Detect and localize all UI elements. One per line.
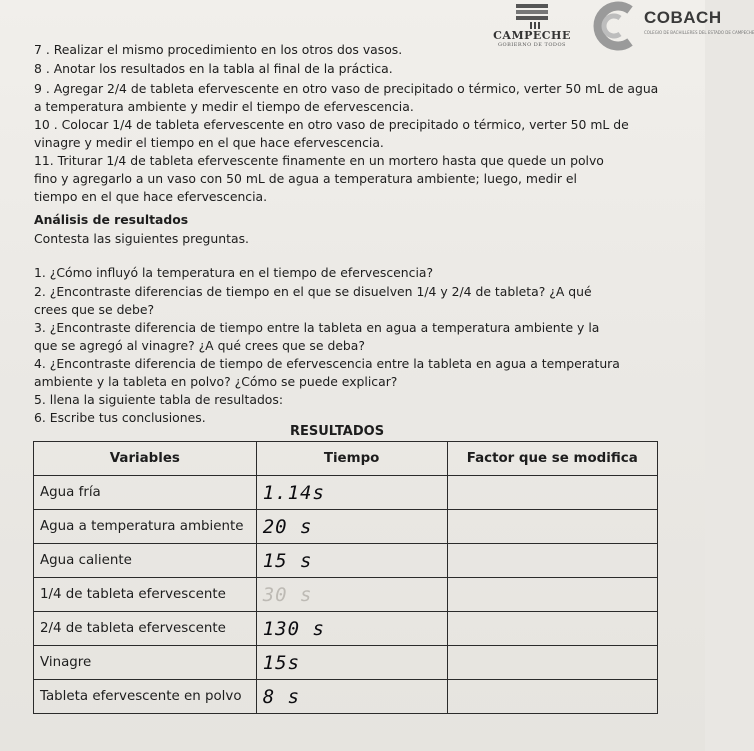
column-header-factor: Factor que se modifica — [447, 442, 658, 476]
column-header-variables: Variables — [34, 442, 257, 476]
step-line: 10 . Colocar 1/4 de tableta efervescente en otro vaso de precipitado o térmico, verter 50 mL de — [34, 117, 629, 132]
step-line: 9 . Agregar 2/4 de tableta efervescente en otro vaso de precipitado o térmico, verter 50 mL de agua — [34, 81, 659, 96]
analysis-instruction: Contesta las siguientes preguntas. — [34, 231, 249, 246]
table-row — [34, 578, 658, 612]
step-line: a temperatura ambiente y medir el tiempo de efervescencia. — [34, 99, 414, 114]
variable-cell: Agua fría — [34, 476, 257, 510]
question-line: 6. Escribe tus conclusiones. — [34, 410, 206, 425]
column-header-time: Tiempo — [256, 442, 447, 476]
table-row — [34, 476, 658, 510]
time-cell: 1.14s — [256, 476, 447, 510]
table-row — [34, 544, 658, 578]
factor-cell — [447, 680, 658, 714]
time-cell: 130 s — [256, 612, 447, 646]
question-line: 2. ¿Encontraste diferencias de tiempo en el que se disuelven 1/4 y 2/4 de tableta? ¿A qué — [34, 284, 592, 299]
step-line: 8 . Anotar los resultados en la tabla al final de la práctica. — [34, 61, 393, 76]
campeche-name: CAMPECHE — [493, 29, 571, 42]
variable-cell: Tableta efervescente en polvo — [34, 680, 257, 714]
factor-cell — [447, 510, 658, 544]
step-line: vinagre y medir el tiempo en el que hace efervescencia. — [34, 135, 384, 150]
variable-cell: 2/4 de tableta efervescente — [34, 612, 257, 646]
cobach-name: COBACH — [644, 8, 722, 27]
analysis-heading: Análisis de resultados — [34, 212, 189, 227]
question-line: crees que se debe? — [34, 302, 155, 317]
time-cell: 20 s — [256, 510, 447, 544]
factor-cell — [447, 646, 658, 680]
step-line: 11. Triturar 1/4 de tableta efervescente finamente en un mortero hasta que quede un polvo — [34, 153, 604, 168]
campeche-emblem-icon — [512, 2, 552, 30]
question-line: 5. llena la siguiente tabla de resultados: — [34, 392, 284, 407]
factor-cell — [447, 578, 658, 612]
table-row — [34, 612, 658, 646]
table-row — [34, 510, 658, 544]
question-line: ambiente y la tableta en polvo? ¿Cómo se puede explicar? — [34, 374, 398, 389]
variable-cell: Vinagre — [34, 646, 257, 680]
time-cell: 15s — [256, 646, 447, 680]
factor-cell — [447, 544, 658, 578]
cobach-subtitle: COLEGIO DE BACHILLERES DEL ESTADO DE CAMPECHE — [644, 30, 754, 35]
campeche-subtitle: GOBIERNO DE TODOS — [498, 42, 566, 48]
question-line: 4. ¿Encontraste diferencia de tiempo de efervescencia entre la tableta en agua a temperatura — [34, 356, 620, 371]
time-cell: 30 s — [256, 578, 447, 612]
time-cell: 15 s — [256, 544, 447, 578]
step-line: fino y agregarlo a un vaso con 50 mL de agua a temperatura ambiente; luego, medir el — [34, 171, 577, 186]
table-row — [34, 680, 658, 714]
step-line: 7 . Realizar el mismo procedimiento en los otros dos vasos. — [34, 42, 403, 57]
question-line: que se agregó al vinagre? ¿A qué crees que se deba? — [34, 338, 365, 353]
campeche-logo — [492, 2, 572, 48]
table-row — [34, 646, 658, 680]
results-title: RESULTADOS — [290, 424, 385, 439]
time-cell: 8 s — [256, 680, 447, 714]
variable-cell: Agua caliente — [34, 544, 257, 578]
question-line: 3. ¿Encontraste diferencia de tiempo entre la tableta en agua a temperatura ambiente y la — [34, 320, 600, 335]
question-line: 1. ¿Cómo influyó la temperatura en el tiempo de efervescencia? — [34, 265, 434, 280]
cobach-logo — [590, 4, 754, 52]
step-line: tiempo en el que hace efervescencia. — [34, 189, 268, 204]
factor-cell — [447, 476, 658, 510]
cobach-emblem-icon — [590, 4, 640, 48]
factor-cell — [447, 612, 658, 646]
variable-cell: Agua a temperatura ambiente — [34, 510, 257, 544]
results-table — [33, 441, 658, 714]
variable-cell: 1/4 de tableta efervescente — [34, 578, 257, 612]
table-header-row — [34, 442, 658, 476]
